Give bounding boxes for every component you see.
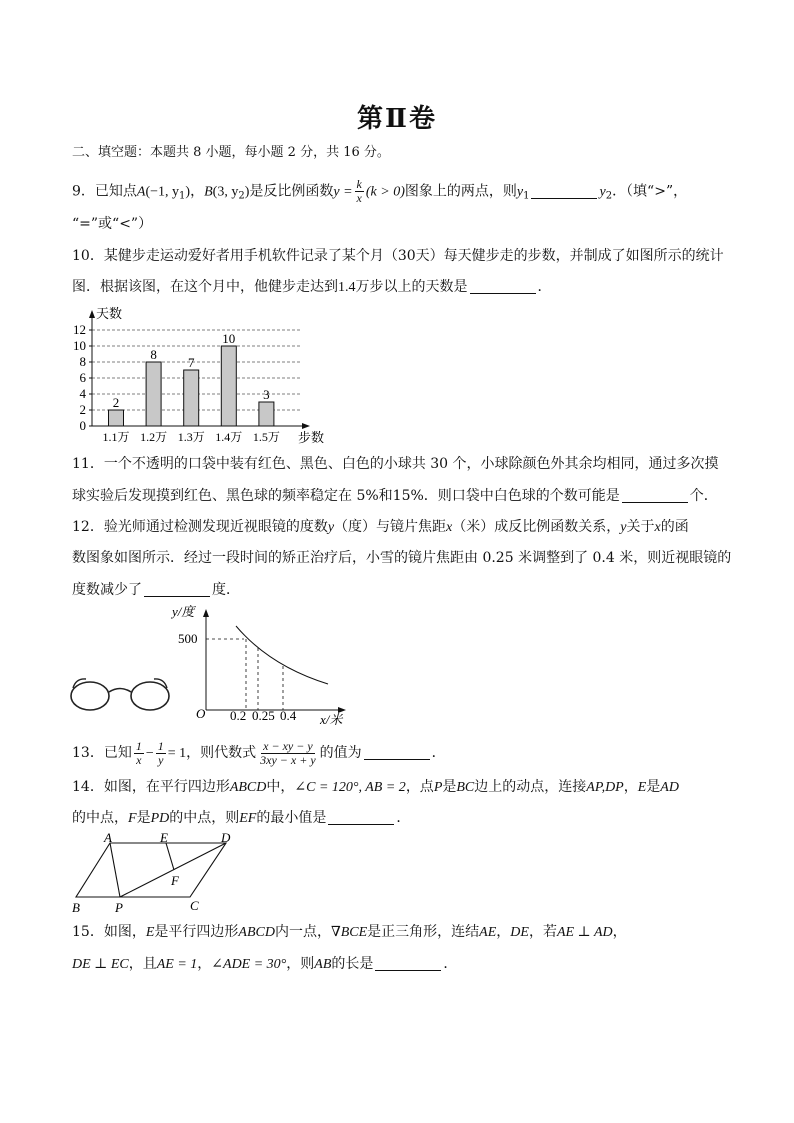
- bar-5: [259, 402, 274, 426]
- answer-blank-13[interactable]: [364, 745, 430, 760]
- y-tick-label: 12: [73, 322, 86, 337]
- question-14-line1: 14．如图，在平行四边形ABCD中，∠C = 120°, AB = 2，点P是BC边上的动点，连接AP,DP，E是AD: [72, 779, 679, 795]
- graph-x3: 0.4: [280, 708, 297, 723]
- question-11-line1: 11．一个不透明的口袋中装有红色、黑色、白色的小球共 30 个，小球除颜色外其余均相同，通过多次摸: [72, 456, 719, 472]
- label-F: F: [171, 873, 179, 888]
- y-tick-label: 0: [79, 418, 86, 433]
- inverse-function-graph: [170, 600, 360, 728]
- data-label-1: 2: [112, 395, 120, 410]
- section-heading: 二、填空题：本题共 8 小题，每小题 2 分，共 16 分。: [72, 145, 390, 160]
- question-12-line3: 度数减少了 度．: [72, 582, 240, 598]
- data-label-2: 8: [150, 347, 157, 362]
- label-C: C: [190, 898, 199, 913]
- parallelogram-figure: [68, 832, 240, 916]
- fraction-k-over-x: $\frac{k}{x}$: [356, 177, 362, 205]
- graph-origin: O: [196, 706, 206, 721]
- label-P: P: [115, 900, 123, 915]
- question-9-line2: “=”或“<”）: [72, 216, 153, 232]
- graph-y500: 500: [178, 631, 198, 646]
- y-axis-label: 天数: [96, 306, 123, 321]
- bar-chart: [72, 300, 342, 450]
- label-B: B: [72, 900, 80, 915]
- category-label-5: 1.5万: [252, 430, 280, 444]
- x-axis-label: 步数: [298, 430, 325, 445]
- bar-1: [109, 410, 124, 426]
- question-12-line1: 12．验光师通过检测发现近视眼镜的度数y（度）与镜片焦距x（米）成反比例函数关系，y关于x的函: [72, 519, 689, 535]
- question-12-line2: 数图象如图所示．经过一段时间的矫正治疗后，小雪的镜片焦距由 0.25 米调整到了 0.4 米，则近视眼镜的: [72, 550, 732, 566]
- question-14-line2: 的中点，F是PD的中点，则EF的最小值是 ．: [72, 810, 411, 826]
- y-axis-arrow: [89, 310, 95, 318]
- label-D: D: [221, 832, 231, 845]
- label-A: A: [104, 832, 112, 845]
- y-tick-label: 8: [79, 354, 86, 369]
- question-13: 13．已知 $\frac{1}{x}$ − $\frac{1}{y}$ = 1，则代数式 $\frac{x - xy - y}{3xy - x + y}$ 的值为 ．: [72, 738, 446, 767]
- y-tick-label: 2: [79, 402, 86, 417]
- graph-ylabel: y/度: [172, 604, 195, 619]
- answer-blank-12[interactable]: [144, 582, 210, 597]
- y-tick-label: 10: [73, 338, 86, 353]
- question-10-line2: 图．根据该图，在这个月中，他健步走达到1.4万步以上的天数是 ．: [72, 279, 552, 295]
- page-title: 第Ⅱ卷: [357, 104, 437, 134]
- category-label-3: 1.3万: [177, 430, 205, 444]
- question-15-line1: 15．如图，E是平行四边形ABCD内一点，∇BCE是正三角形，连结AE，DE，若AE ⊥ AD，: [72, 924, 627, 940]
- data-label-4: 10: [222, 331, 236, 346]
- bar-4: [221, 346, 236, 426]
- category-label-2: 1.2万: [140, 430, 168, 444]
- data-label-5: 3: [263, 387, 270, 402]
- category-label-1: 1.1万: [102, 430, 130, 444]
- bar-2: [146, 362, 161, 426]
- x-axis-arrow: [302, 423, 310, 429]
- graph-xlabel: x/米: [320, 712, 343, 727]
- glasses-illustration: [68, 670, 172, 716]
- y-tick-label: 6: [79, 370, 86, 385]
- answer-blank-11[interactable]: [622, 488, 688, 503]
- answer-blank-10[interactable]: [470, 279, 536, 294]
- label-E: E: [160, 832, 168, 845]
- graph-x2: 0.25: [252, 708, 275, 723]
- question-9: 9．已知点A(−1, $y_1$)，B(3, $y_2$)是反比例函数y = $\frac{k}{x}$ (k > 0)图象上的两点，则$y_1$ $y_2$．（填“>”，: [72, 177, 688, 205]
- category-label-4: 1.4万: [215, 430, 243, 444]
- question-11-line2: 球实验后发现摸到红色、黑色球的频率稳定在 5%和15%．则口袋中白色球的个数可能是 个．: [72, 488, 718, 504]
- answer-blank-14[interactable]: [328, 810, 394, 825]
- question-10-line1: 10．某健步走运动爱好者用手机软件记录了某个月（30天）每天健步走的步数，并制成了如图所示的统计: [72, 248, 724, 264]
- answer-blank-9[interactable]: [531, 184, 597, 199]
- question-15-line2: DE ⊥ EC，且AE = 1，∠ADE = 30°，则AB的长是 ．: [72, 956, 458, 972]
- graph-x1: 0.2: [230, 708, 247, 723]
- bar-3: [184, 370, 199, 426]
- y-tick-label: 4: [79, 386, 86, 401]
- data-label-3: 7: [187, 355, 195, 370]
- answer-blank-15[interactable]: [375, 956, 441, 971]
